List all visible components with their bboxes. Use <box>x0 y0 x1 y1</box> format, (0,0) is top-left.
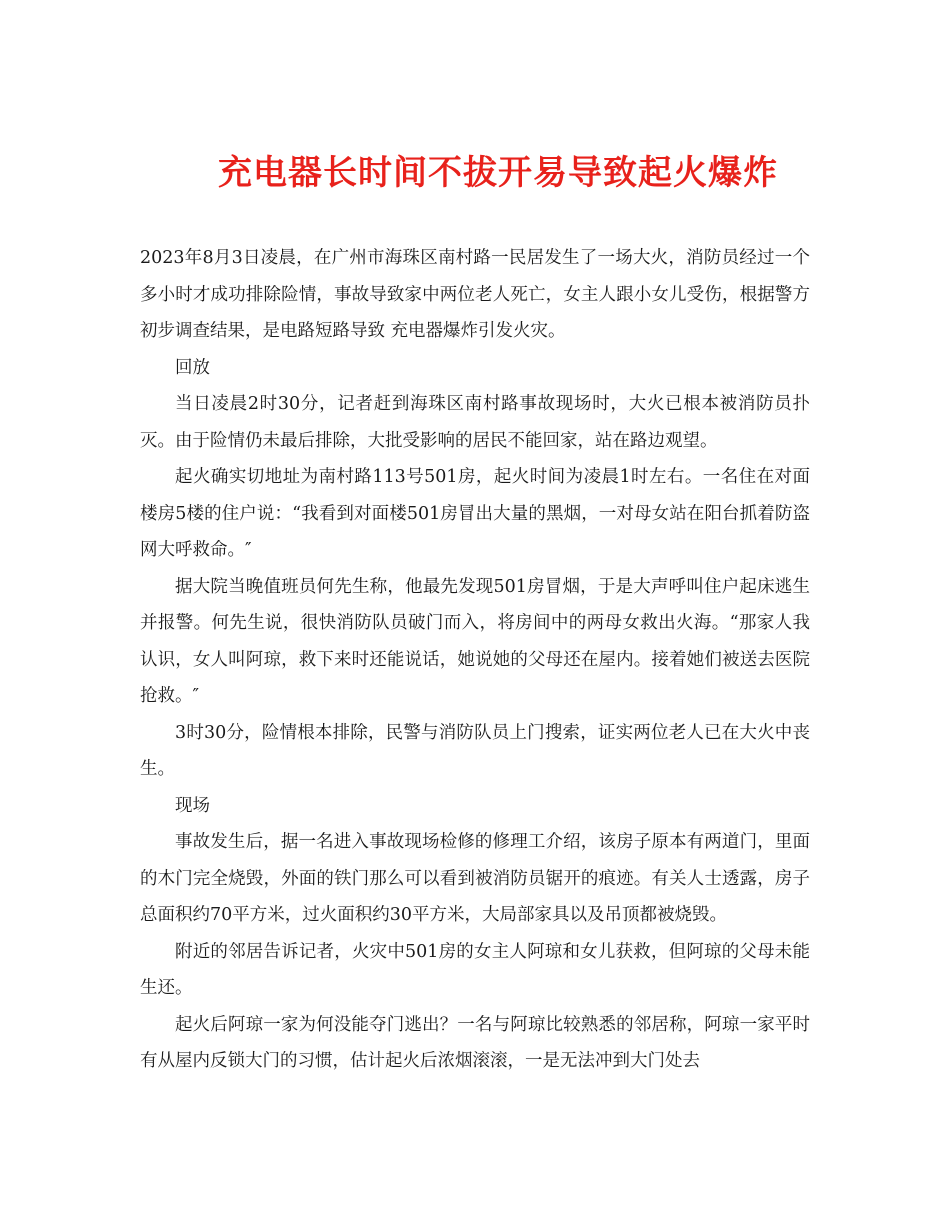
paragraph: 3时30分，险情根本排除，民警与消防队员上门搜索，证实两位老人已在大火中丧生。 <box>140 722 810 779</box>
section-heading: 现场 <box>175 795 210 816</box>
document-title: 充电器长时间不拔开易导致起火爆炸 <box>218 152 778 193</box>
section-heading: 回放 <box>175 357 210 378</box>
paragraph: 起火后阿琼一家为何没能夺门逃出？一名与阿琼比较熟悉的邻居称，阿琼一家平时有从屋内反锁大门的习惯，估计起火后浓烟滚滚，一是无法冲到大门处去 <box>140 1014 810 1071</box>
document-body <box>140 240 810 1080</box>
paragraph: 事故发生后，据一名进入事故现场检修的修理工介绍，该房子原本有两道门，里面的木门完全烧毁，外面的铁门那么可以看到被消防员锯开的痕迹。有关人士透露，房子总面积约70平方米，过火面积约30平方米，大局部家具以及吊顶都被烧毁。 <box>140 832 810 925</box>
paragraph: 据大院当晚值班员何先生称，他最先发现501房冒烟，于是大声呼叫住户起床逃生并报警。何先生说，很快消防队员破门而入，将房间中的两母女救出火海。“那家人我认识，女人叫阿琼，救下来时还能说话，她说她的父母还在屋内。接着她们被送去医院抢救。″ <box>140 576 810 706</box>
paragraph: 起火确实切地址为南村路113号501房，起火时间为凌晨1时左右。一名住在对面楼房5楼的住户说：“我看到对面楼501房冒出大量的黑烟，一对母女站在阳台抓着防盗网大呼救命。″ <box>140 467 810 560</box>
paragraph: 2023年8月3日凌晨，在广州市海珠区南村路一民居发生了一场大火，消防员经过一个多小时才成功排除险情，事故导致家中两位老人死亡，女主人跟小女儿受伤，根据警方初步调查结果，是电路短路导致 充电器爆炸引发火灾。 <box>140 248 810 341</box>
paragraph: 附近的邻居告诉记者，火灾中501房的女主人阿琼和女儿获救，但阿琼的父母未能生还。 <box>140 941 810 998</box>
paragraph: 当日凌晨2时30分，记者赶到海珠区南村路事故现场时，大火已根本被消防员扑灭。由于险情仍未最后排除，大批受影响的居民不能回家，站在路边观望。 <box>140 394 810 451</box>
